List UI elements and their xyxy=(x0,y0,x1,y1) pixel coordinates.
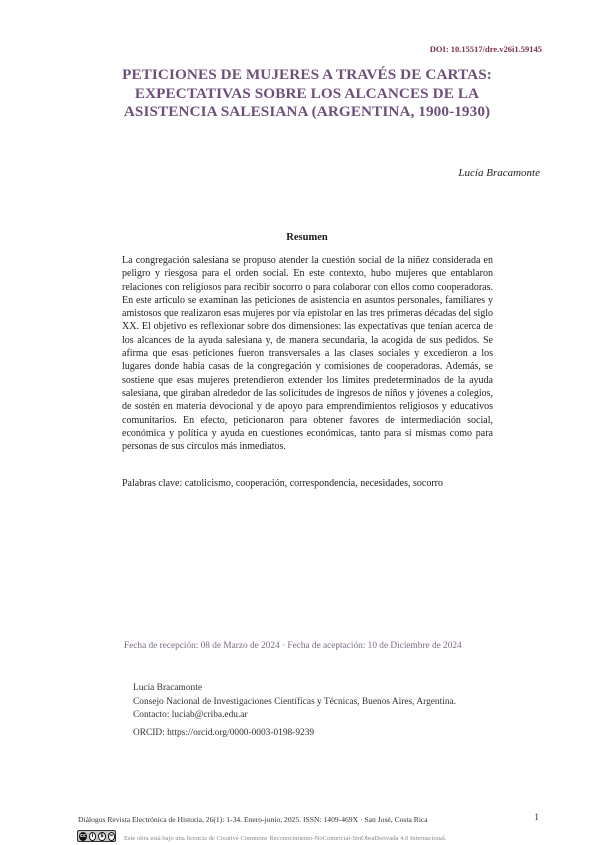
title-line: ASISTENCIA SALESIANA (ARGENTINA, 1900-1930) xyxy=(123,103,491,120)
journal-citation: Diálogos Revista Electrónica de Historia, 26(1): 1-34. Enero-junio, 2025. ISSN: 1409-469X · San José, Costa Rica xyxy=(78,815,428,824)
affiliation-name: Lucía Bracamonte xyxy=(133,683,202,693)
abstract-heading: Resumen xyxy=(286,232,328,243)
submission-dates: Fecha de recepción: 08 de Marzo de 2024 · Fecha de aceptación: 10 de Diciembre de 2024 xyxy=(124,641,462,651)
doi-text[interactable]: DOI: 10.15517/dre.v26i1.59145 xyxy=(429,44,542,54)
cc-license-icon[interactable] xyxy=(77,830,116,842)
nc-icon: $ xyxy=(100,833,104,839)
title-line: EXPECTATIVAS SOBRE LOS ALCANCES DE LA xyxy=(134,84,480,102)
by-icon: i xyxy=(89,832,96,841)
abstract-body xyxy=(122,254,493,453)
nd-icon: = xyxy=(109,833,114,839)
abstract-text: La congregación salesiana se propuso atender la cuestión social de la niñez considerada en peligro y riesgosa para el orden social. En este contexto, hubo mujeres que entablaron relaciones con religiosos para recibir socorro o para colaborar con ellos como cooperadoras. En este artículo se examinan las peticiones de asistencia en asuntos personales, familiares y amistosos que realizaron esas mujeres por vía epistolar en las tres primeras décadas del siglo XX. El objetivo es reflexionar sobre dos dimensiones: las expectativas que tenían acerca de los alcances de la ayuda salesiana y, de manera secundaria, la acogida de sus pedidos. Se afirma que esas peticiones fueron transversales a las clases sociales y excedieron a los lugares donde había casas de la congregación y comisiones de cooperadoras. Además, se sostiene que esas mujeres pretendieron extender los límites predeterminados de la ayuda salesiana, que giraban alrededor de las solicitudes de ingresos de niños y jóvenes a colegios, de sostén en materia devocional y de apoyo para emprendimientos religiosos y educativos comunitarios. En efecto, peticionaron para obtener favores de intermediación social, económica y política y ayuda en cuestiones económicas, tanto para sí mismas como para personas de sus círculos más inmediatos. xyxy=(122,255,493,453)
affiliation-orcid[interactable]: ORCID: https://orcid.org/0000-0003-0198-9239 xyxy=(133,727,315,738)
affiliation-institution: Consejo Nacional de Investigaciones Científicas y Técnicas, Buenos Aires, Argentina. xyxy=(133,696,457,707)
title-line: PETICIONES DE MUJERES A TRAVÉS DE CARTAS: xyxy=(122,66,492,83)
cc-icon: cc xyxy=(80,833,86,839)
author-affiliation xyxy=(133,682,456,740)
author-name: Lucía Bracamonte xyxy=(458,167,540,179)
license-text[interactable]: Este obra está bajo una licencia de Creative Commons Reconocimiento-NoComercial-SinObraDerivada 4.0 Internacional. xyxy=(124,835,447,842)
article-title xyxy=(70,66,544,122)
keywords: Palabras clave: catolicismo, cooperación, correspondencia, necesidades, socorro xyxy=(122,478,443,489)
page-number: 1 xyxy=(534,813,539,823)
affiliation-contact[interactable]: Contacto: luciab@criba.edu.ar xyxy=(133,710,248,720)
